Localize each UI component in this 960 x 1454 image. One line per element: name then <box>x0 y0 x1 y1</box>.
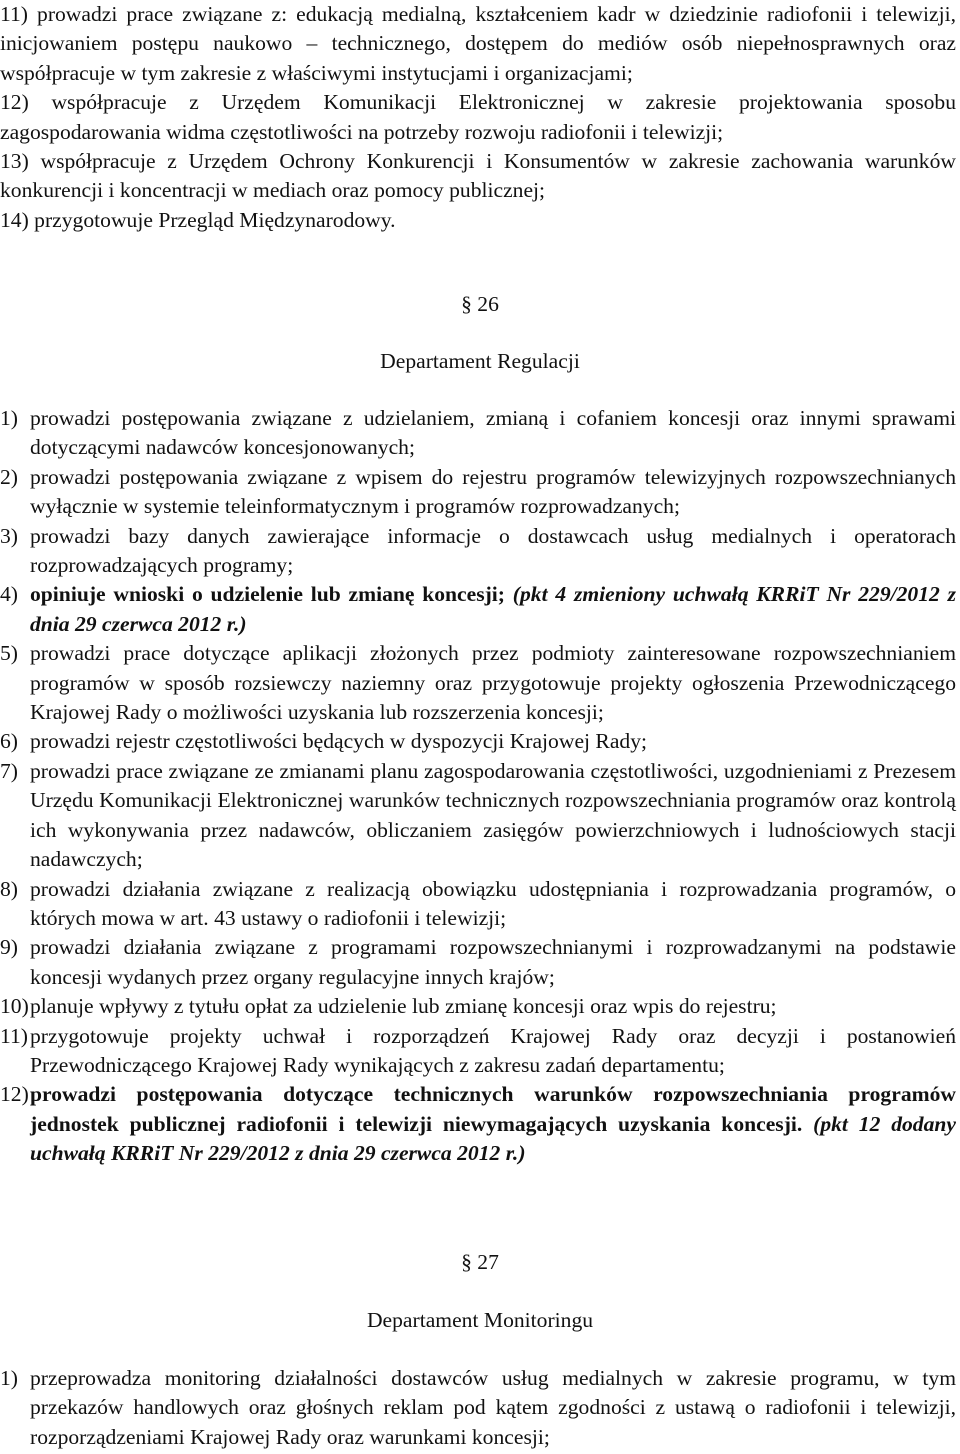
list-item-text-full: 11) prowadzi prace związane z: edukacją medialną, kształceniem kadr w dziedzinie radiofonii i telewizji, inicjowaniem postępu naukowo – technicznego, dostępem do mediów osób niepełnosprawnych oraz współpracuje w tym zakresie z właściwymi instytucjami i organizacjami; <box>0 2 956 85</box>
list-item <box>0 875 956 934</box>
item-number: 8) <box>0 876 18 901</box>
list-item <box>0 992 956 1021</box>
list-item <box>0 0 956 88</box>
item-text: prowadzi prace dotyczące aplikacji złożonych przez podmioty zainteresowane rozpowszechnianiem programów w sposób rozsiewczy naziemny oraz przygotowuje projekty ogłoszenia Przewodniczącego Krajowej Rady o możliwości uzyskania lub rozszerzenia koncesji; <box>30 641 956 725</box>
list-item <box>0 933 956 992</box>
item-text: prowadzi prace związane ze zmianami planu zagospodarowania częstotliwości, uzgodnieniami z Prezesem Urzędu Komunikacji Elektronicznej warunków technicznych rozpowszechniania programów oraz kontrolą ich wykonywania przez nadawców, obliczaniem zasięgów powierzchniowych i ludnościowych stacji nadawczych; <box>30 758 956 872</box>
item-number: 5) <box>0 641 18 666</box>
section-27-heading: § 27 <box>461 1250 499 1274</box>
item-number: 1) <box>0 406 18 430</box>
list-item <box>0 580 956 639</box>
item-number: 7) <box>0 758 18 783</box>
amendment-note: (pkt 4 zmieniony uchwałą KRRiT Nr 229/2012 z dnia 29 czerwca 2012 r.) <box>30 582 956 636</box>
list-item-text-full: 13) współpracuje z Urzędem Ochrony Konkurencji i Konsumentów w zakresie zachowania warunków konkurencji i koncentracji w mediach oraz pomocy publicznej; <box>0 149 956 203</box>
section-27-list <box>0 1364 960 1452</box>
item-text: planuje wpływy z tytułu opłat za udzielenie lub zmianę koncesji oraz wpis do rejestru; <box>30 994 777 1019</box>
item-text: prowadzi postępowania związane z wpisem do rejestru programów telewizyjnych rozpowszechnianych wyłącznie w systemie teleinformatycznym i programów rozprowadzanych; <box>30 464 956 519</box>
item-number: 6) <box>0 729 18 754</box>
item-text-bold: opiniuje wnioski o udzielenie lub zmianę koncesji; <box>30 582 513 607</box>
item-text: prowadzi działania związane z realizacją obowiązku udostępniania i rozprowadzania programów, o których mowa w art. 43 ustawy o radiofonii i telewizji; <box>30 876 956 930</box>
list-item <box>0 88 956 147</box>
list-item <box>0 1080 956 1168</box>
list-item <box>0 147 956 206</box>
item-number: 12) <box>0 1082 29 1107</box>
item-number: 9) <box>0 935 18 960</box>
section-26-heading: § 26 <box>461 292 499 316</box>
item-number: 1) <box>0 1366 18 1390</box>
item-number: 2) <box>0 464 18 489</box>
item-text-bold: prowadzi postępowania dotyczące technicznych warunków rozpowszechniania programów jednostek publicznej radiofonii i telewizji niewymagających uzyskania koncesji. <box>30 1082 956 1136</box>
item-text: prowadzi postępowania związane z udzielaniem, zmianą i cofaniem koncesji oraz innymi sprawami dotyczącymi nadawców koncesjonowanych; <box>30 406 956 460</box>
item-text: przygotowuje projekty uchwał i rozporządzeń Krajowej Rady oraz decyzji i postanowień Przewodniczącego Krajowej Rady wynikających z zakresu zadań departamentu; <box>30 1023 956 1077</box>
list-item <box>0 206 956 235</box>
list-item <box>0 1364 956 1452</box>
department-monitoringu-title: Departament Monitoringu <box>366 1308 594 1332</box>
item-number: 3) <box>0 523 18 548</box>
list-item <box>0 1022 956 1081</box>
item-text: prowadzi bazy danych zawierające informacje o dostawcach usług medialnych i operatorach rozprowadzających programy; <box>30 523 956 578</box>
list-item <box>0 522 956 581</box>
item-number: 11) <box>0 1023 28 1048</box>
item-text: prowadzi działania związane z programami rozpowszechnianymi i rozprowadzanymi na podstawie koncesji wydanych przez organy regulacyjne innych krajów; <box>30 935 956 989</box>
amendment-note: (pkt 12 dodany uchwałą KRRiT Nr 229/2012 z dnia 29 czerwca 2012 r.) <box>30 1111 956 1166</box>
continued-list <box>0 0 960 235</box>
item-text: prowadzi rejestr częstotliwości będących w dyspozycji Krajowej Rady; <box>30 729 648 754</box>
department-regulacji-title: Departament Regulacji <box>380 349 580 373</box>
list-item <box>0 757 956 875</box>
list-item <box>0 404 956 463</box>
list-item <box>0 639 956 727</box>
list-item-text-full: 12) współpracuje z Urzędem Komunikacji Elektronicznej w zakresie projektowania sposobu zagospodarowania widma częstotliwości na potrzeby rozwoju radiofonii i telewizji; <box>0 90 956 144</box>
item-text: przeprowadza monitoring działalności dostawców usług medialnych w zakresie programu, w tym przekazów handlowych oraz głośnych reklam pod kątem zgodności z ustawą o radiofonii i telewizji, rozporządzeniami Krajowej Rady oraz warunkami koncesji; <box>30 1366 956 1449</box>
item-number: 4) <box>0 582 18 607</box>
item-number: 10) <box>0 994 29 1019</box>
section-26-list <box>0 404 960 1169</box>
list-item <box>0 727 956 756</box>
list-item-text-full: 14) przygotowuje Przegląd Międzynarodowy. <box>0 207 396 232</box>
list-item <box>0 463 956 522</box>
